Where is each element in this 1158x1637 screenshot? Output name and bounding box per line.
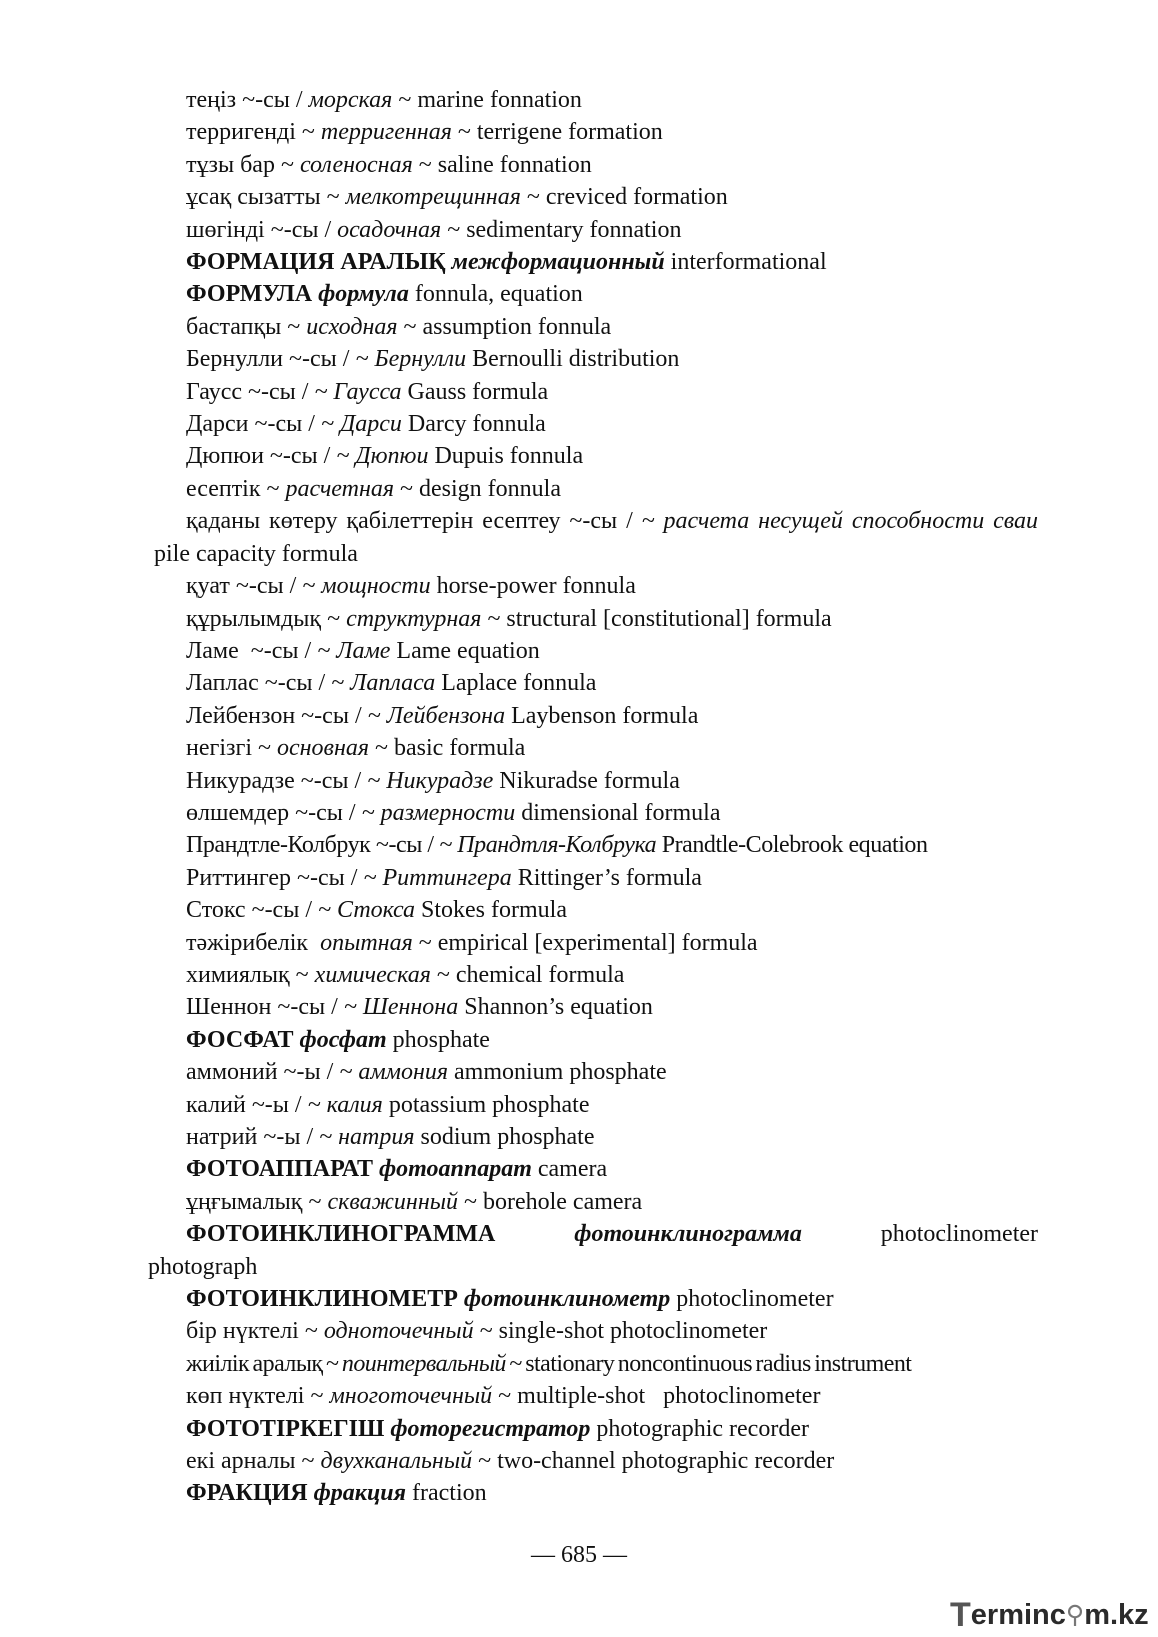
- english-term: photographic recorder: [590, 1415, 809, 1442]
- english-term: camera: [531, 1156, 608, 1183]
- list-item: [148, 1121, 1038, 1153]
- russian-term: ~ Ламе: [317, 637, 391, 664]
- headword-entry: [148, 246, 1038, 278]
- russian-term: ~ Шеннона: [343, 994, 459, 1021]
- english-term: Laybenson formula: [505, 702, 699, 729]
- english-term: ~ multiple-shot photoclinometer: [492, 1383, 821, 1410]
- kazakh-term: Дюпюи ~-сы /: [186, 443, 337, 470]
- russian-term: ~ Риттингера: [363, 864, 512, 891]
- russian-term: ~ аммония: [339, 1059, 449, 1086]
- english-term: Prandtle-Colebrook equation: [656, 832, 928, 859]
- russian-term: мелкотрещинная: [345, 184, 521, 211]
- headword-kazakh: ФРАКЦИЯ: [186, 1480, 314, 1507]
- kazakh-term: Никурадзе ~-сы /: [186, 767, 368, 794]
- russian-term: скважинный: [327, 1188, 458, 1215]
- kazakh-term: қуат ~-сы /: [186, 573, 303, 600]
- list-item: [148, 862, 1038, 894]
- russian-term: двухканальный: [320, 1448, 473, 1475]
- english-term: photoclinometer: [670, 1286, 834, 1313]
- russian-term: ~ калия: [307, 1091, 383, 1118]
- headword-russian: фотоинклинометр: [463, 1286, 671, 1313]
- kazakh-term: тәжірибелік: [186, 929, 321, 956]
- english-term: ~ chemical formula: [430, 961, 625, 988]
- list-item: [148, 894, 1038, 926]
- headword-entry: [148, 1153, 1038, 1185]
- russian-term: ~ Лейбензона: [367, 702, 506, 729]
- kazakh-term: тұзы бар ~: [186, 151, 300, 178]
- headword-kazakh: ФОТОИНКЛИНОМЕТР: [186, 1286, 464, 1313]
- russian-term: исходная: [306, 313, 398, 340]
- english-term: ~ saline fonnation: [412, 151, 592, 178]
- list-item: [148, 376, 1038, 408]
- headword-entry: [148, 1218, 1038, 1283]
- kazakh-term: терригенді ~: [186, 119, 321, 146]
- kazakh-term: Гаусс ~-сы /: [186, 378, 315, 405]
- kazakh-term: Ламе ~-сы /: [186, 637, 318, 664]
- english-term: Lame equation: [390, 637, 540, 664]
- english-term: ~ terrigene formation: [451, 119, 663, 146]
- list-item: [148, 667, 1038, 699]
- kazakh-term: Дарси ~-сы /: [186, 411, 321, 438]
- headword-kazakh: ФОРМАЦИЯ АРАЛЫҚ: [186, 249, 452, 276]
- logo-letter: T: [950, 1595, 971, 1634]
- kazakh-term: қаданы көтеру қабілеттерін есептеу ~-сы /: [186, 508, 642, 535]
- english-term: Rittinger’s formula: [511, 864, 702, 891]
- english-term: ~ two-channel photographic recorder: [472, 1448, 835, 1475]
- english-term: ~ empirical [experimental] formula: [412, 929, 758, 956]
- kazakh-term: аммоний ~-ы /: [186, 1059, 340, 1086]
- list-item: [148, 603, 1038, 635]
- headword-kazakh: ФОТОАППАРАТ: [186, 1156, 379, 1183]
- list-item: [148, 1089, 1038, 1121]
- russian-term: опытная: [320, 929, 413, 956]
- list-item: [148, 1056, 1038, 1088]
- russian-term: ~ Бернулли: [355, 346, 467, 373]
- english-term: ~ single-shot photoclinometer: [473, 1318, 768, 1345]
- kazakh-term: өлшемдер ~-сы /: [186, 799, 362, 826]
- russian-term: ~ расчета несущей способности сваи: [641, 508, 1038, 535]
- russian-term: химическая: [314, 961, 431, 988]
- kazakh-term: шөгінді ~-сы /: [186, 216, 338, 243]
- logo-text: erminc: [970, 1598, 1066, 1631]
- list-item: [148, 765, 1038, 797]
- headword-russian: фосфат: [299, 1026, 387, 1053]
- kazakh-term: химиялық ~: [186, 961, 315, 988]
- magnifier-icon: ⚲: [1065, 1601, 1085, 1629]
- list-item: [148, 1445, 1038, 1477]
- russian-term: расчетная: [285, 475, 395, 502]
- list-item: [148, 1348, 1038, 1380]
- english-term: Nikuradse formula: [493, 767, 680, 794]
- list-item: [148, 408, 1038, 440]
- russian-term: морская: [308, 87, 393, 113]
- russian-term: одноточечный: [323, 1318, 474, 1345]
- russian-term: ~ Лапласа: [331, 670, 436, 697]
- kazakh-term: Лейбензон ~-сы /: [186, 702, 368, 729]
- list-item: [148, 797, 1038, 829]
- english-term: Darcy fonnula: [401, 411, 546, 438]
- headword-entry: [148, 1024, 1038, 1056]
- english-term: sodium phosphate: [414, 1124, 595, 1150]
- list-item: [148, 570, 1038, 602]
- english-term: interformational: [664, 249, 827, 276]
- kazakh-term: Стокс ~-сы /: [186, 897, 318, 924]
- kazakh-term: ұңғымалық ~: [186, 1188, 328, 1215]
- kazakh-term: бір нүктелі ~: [186, 1318, 324, 1345]
- kazakh-term: Шеннон ~-сы /: [186, 994, 344, 1021]
- headword-russian: фотоаппарат: [378, 1156, 532, 1183]
- site-logo[interactable]: [950, 1595, 1149, 1634]
- list-item: [148, 440, 1038, 472]
- english-term: Dupuis fonnula: [428, 443, 584, 470]
- russian-term: ~ Прандтля-Колбрука: [439, 832, 657, 859]
- list-item: [148, 635, 1038, 667]
- list-item: [148, 505, 1038, 570]
- english-term: ~ creviced formation: [520, 184, 728, 211]
- kazakh-term: құрылымдық ~: [186, 605, 347, 632]
- russian-term: ~ мощности: [302, 573, 431, 600]
- russian-term: ~ Гаусса: [314, 378, 402, 405]
- headword-kazakh: ФОТОТІРКЕГІШ: [186, 1415, 391, 1442]
- russian-term: ~ размерности: [361, 799, 516, 826]
- english-term: Gauss formula: [401, 378, 549, 405]
- headword-entry: [148, 1413, 1038, 1445]
- russian-term: терригенная: [320, 119, 452, 146]
- russian-term: ~ натрия: [319, 1124, 415, 1150]
- english-term: photoclinometer photograph: [148, 1221, 1038, 1280]
- russian-term: соленосная: [299, 151, 413, 178]
- english-term: ~ basic formula: [369, 735, 526, 762]
- headword-russian: формула: [318, 281, 409, 308]
- entry-list: [148, 84, 1038, 1510]
- kazakh-term: Прандтле-Колбрук ~-сы /: [186, 832, 440, 859]
- kazakh-term: жиілік аралық ~: [186, 1350, 342, 1377]
- kazakh-term: Лаплас ~-сы /: [186, 670, 332, 697]
- english-term: Bernoulli distribution: [466, 346, 680, 373]
- kazakh-term: ұсақ сызатты ~: [186, 184, 346, 211]
- russian-term: ~ Дюпюи: [336, 443, 429, 470]
- headword-kazakh: ФОТОИНКЛИНОГРАММА: [186, 1221, 575, 1248]
- kazakh-term: негізгі ~: [186, 735, 277, 762]
- english-term: ~ design fonnula: [394, 475, 561, 502]
- russian-term: ~ Дарси: [320, 411, 402, 438]
- english-term: Laplace fonnula: [435, 670, 597, 697]
- russian-term: структурная: [346, 605, 482, 632]
- headword-entry: [148, 1283, 1038, 1315]
- list-item: [148, 1380, 1038, 1412]
- english-term: fonnula, equation: [408, 281, 583, 308]
- english-term: dimensional formula: [515, 799, 721, 826]
- english-term: ammonium phosphate: [448, 1059, 667, 1086]
- headword-kazakh: ФОСФАТ: [186, 1026, 300, 1053]
- headword-russian: межформационный: [451, 249, 665, 276]
- english-term: Stokes formula: [415, 897, 567, 924]
- kazakh-term: Риттингер ~-сы /: [186, 864, 364, 891]
- list-item: [148, 311, 1038, 343]
- kazakh-term: Бернулли ~-сы /: [186, 346, 356, 373]
- russian-term: поинтервальный: [341, 1350, 506, 1377]
- page-number: — 685 —: [531, 1542, 627, 1568]
- english-term: ~ stationary noncontinuous radius instrument: [505, 1350, 912, 1377]
- english-term: horse-power fonnula: [430, 573, 636, 600]
- headword-entry: [148, 1477, 1038, 1509]
- kazakh-term: есептік ~: [186, 475, 286, 502]
- kazakh-term: екі арналы ~: [186, 1448, 321, 1475]
- english-term: fraction: [406, 1480, 487, 1507]
- english-term: pile capacity formula: [148, 540, 358, 567]
- kazakh-term: көп нүктелі ~: [186, 1383, 330, 1410]
- headword-russian: фотоинклинограмма: [574, 1221, 802, 1248]
- list-item: [148, 343, 1038, 375]
- english-term: Shannon’s equation: [458, 994, 653, 1021]
- list-item: [148, 732, 1038, 764]
- kazakh-term: теңіз ~-сы /: [186, 87, 309, 113]
- english-term: phosphate: [386, 1026, 490, 1053]
- russian-term: ~ Никурадзе: [367, 767, 494, 794]
- headword-entry: [148, 278, 1038, 310]
- list-item: [148, 1186, 1038, 1218]
- list-item: [148, 181, 1038, 213]
- list-item: [148, 959, 1038, 991]
- kazakh-term: бастапқы ~: [186, 313, 307, 340]
- list-item: [148, 473, 1038, 505]
- english-term: ~ sedimentary fonnation: [441, 216, 682, 243]
- english-term: ~ structural [constitutional] formula: [481, 605, 832, 632]
- list-item: [148, 927, 1038, 959]
- list-item: [148, 116, 1038, 148]
- russian-term: многоточечный: [329, 1383, 493, 1410]
- russian-term: ~ Стокса: [318, 897, 416, 924]
- english-term: ~ assumption fonnula: [397, 313, 612, 340]
- headword-kazakh: ФОРМУЛА: [186, 281, 319, 308]
- logo-text-domain: m.kz: [1084, 1598, 1149, 1631]
- russian-term: осадочная: [337, 216, 442, 243]
- headword-russian: фракция: [313, 1480, 407, 1507]
- list-item: [148, 991, 1038, 1023]
- english-term: ~ borehole camera: [457, 1188, 643, 1215]
- english-term: ~ marine fonnation: [392, 87, 582, 113]
- list-item: [148, 829, 1038, 861]
- english-term: potassium phosphate: [382, 1091, 590, 1118]
- kazakh-term: калий ~-ы /: [186, 1091, 308, 1118]
- kazakh-term: натрий ~-ы /: [186, 1124, 320, 1150]
- list-item: [148, 1315, 1038, 1347]
- list-item: [148, 214, 1038, 246]
- russian-term: основная: [276, 735, 370, 762]
- list-item: [148, 700, 1038, 732]
- headword-russian: фоторегистратор: [390, 1415, 591, 1442]
- list-item: [148, 149, 1038, 181]
- list-item: [148, 84, 1038, 116]
